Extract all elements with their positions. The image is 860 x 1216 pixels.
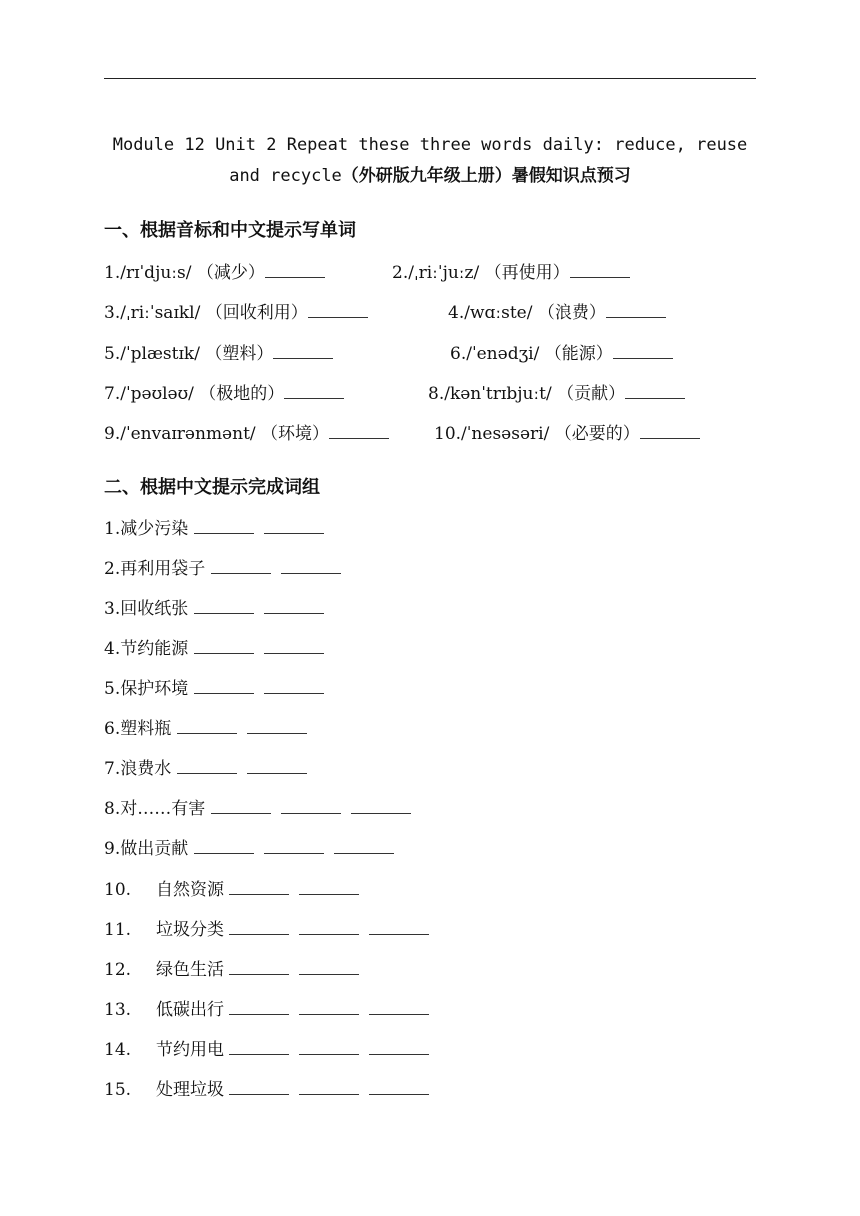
word-item-8: 8./kənˈtrɪbjuːt/ （贡献）	[428, 380, 685, 406]
word-item-4: 4./wɑːste/ （浪费）	[448, 299, 666, 325]
answer-blank[interactable]	[264, 675, 324, 694]
answer-blank[interactable]	[329, 420, 389, 439]
header-rule	[104, 78, 756, 79]
answer-blank[interactable]	[264, 595, 324, 614]
answer-blank[interactable]	[299, 876, 359, 895]
word-item-6: 6./ˈenədʒi/ （能源）	[450, 340, 673, 366]
phrase-item-7: 7.浪费水	[104, 755, 307, 781]
word-item-5: 5./ˈplæstɪk/ （塑料）	[104, 340, 333, 366]
answer-blank[interactable]	[211, 555, 271, 574]
word-item-3: 3./ˌriːˈsaɪkl/ （回收利用）	[104, 299, 368, 325]
page-title-line2	[104, 162, 756, 190]
answer-blank[interactable]	[264, 515, 324, 534]
word-item-2: 2./ˌriːˈjuːz/ （再使用）	[392, 259, 630, 285]
answer-blank[interactable]	[177, 715, 237, 734]
answer-blank[interactable]	[299, 1036, 359, 1055]
answer-blank[interactable]	[299, 1076, 359, 1095]
section2-heading: 二、根据中文提示完成词组	[104, 477, 320, 498]
phrase-item-12: 12. 绿色生活	[104, 956, 359, 982]
title-cn-part: （外研版九年级上册）暑假知识点预习	[341, 166, 631, 186]
phrase-item-13: 13. 低碳出行	[104, 996, 429, 1022]
answer-blank[interactable]	[369, 1036, 429, 1055]
answer-blank[interactable]	[613, 340, 673, 359]
word-item-1: 1./rɪˈdjuːs/ （减少）	[104, 259, 325, 285]
answer-blank[interactable]	[369, 996, 429, 1015]
answer-blank[interactable]	[308, 299, 368, 318]
phrase-item-11: 11. 垃圾分类	[104, 916, 429, 942]
answer-blank[interactable]	[299, 916, 359, 935]
answer-blank[interactable]	[265, 259, 325, 278]
word-item-10: 10./ˈnesəsəri/ （必要的）	[434, 420, 700, 446]
answer-blank[interactable]	[351, 795, 411, 814]
phrase-item-14: 14. 节约用电	[104, 1036, 429, 1062]
answer-blank[interactable]	[570, 259, 630, 278]
answer-blank[interactable]	[334, 835, 394, 854]
phrase-item-4: 4.节约能源	[104, 635, 324, 661]
answer-blank[interactable]	[625, 380, 685, 399]
answer-blank[interactable]	[247, 755, 307, 774]
phrase-item-2: 2.再利用袋子	[104, 555, 341, 581]
phrase-item-10: 10. 自然资源	[104, 876, 359, 902]
answer-blank[interactable]	[606, 299, 666, 318]
answer-blank[interactable]	[264, 835, 324, 854]
answer-blank[interactable]	[194, 515, 254, 534]
answer-blank[interactable]	[264, 635, 324, 654]
word-item-7: 7./ˈpəʊləʊ/ （极地的）	[104, 380, 344, 406]
answer-blank[interactable]	[369, 916, 429, 935]
answer-blank[interactable]	[640, 420, 700, 439]
answer-blank[interactable]	[177, 755, 237, 774]
word-item-9: 9./ˈenvaɪrənmənt/ （环境）	[104, 420, 389, 446]
answer-blank[interactable]	[194, 835, 254, 854]
answer-blank[interactable]	[281, 555, 341, 574]
page-title-line1: Module 12 Unit 2 Repeat these three words daily: reduce, reuse	[112, 135, 748, 155]
answer-blank[interactable]	[229, 956, 289, 975]
answer-blank[interactable]	[229, 916, 289, 935]
phrase-item-5: 5.保护环境	[104, 675, 324, 701]
answer-blank[interactable]	[281, 795, 341, 814]
answer-blank[interactable]	[273, 340, 333, 359]
section1-heading: 一、根据音标和中文提示写单词	[104, 220, 356, 241]
answer-blank[interactable]	[299, 956, 359, 975]
phrase-item-3: 3.回收纸张	[104, 595, 324, 621]
answer-blank[interactable]	[194, 635, 254, 654]
answer-blank[interactable]	[229, 1076, 289, 1095]
title-en-part: and recycle	[229, 166, 342, 186]
answer-blank[interactable]	[211, 795, 271, 814]
answer-blank[interactable]	[194, 595, 254, 614]
answer-blank[interactable]	[299, 996, 359, 1015]
phrase-item-8: 8.对……有害	[104, 795, 411, 821]
phrase-item-9: 9.做出贡献	[104, 835, 394, 861]
answer-blank[interactable]	[369, 1076, 429, 1095]
phrase-item-6: 6.塑料瓶	[104, 715, 307, 741]
phrase-item-15: 15. 处理垃圾	[104, 1076, 429, 1102]
phrase-item-1: 1.减少污染	[104, 515, 324, 541]
answer-blank[interactable]	[229, 876, 289, 895]
answer-blank[interactable]	[247, 715, 307, 734]
answer-blank[interactable]	[194, 675, 254, 694]
answer-blank[interactable]	[284, 380, 344, 399]
answer-blank[interactable]	[229, 1036, 289, 1055]
answer-blank[interactable]	[229, 996, 289, 1015]
